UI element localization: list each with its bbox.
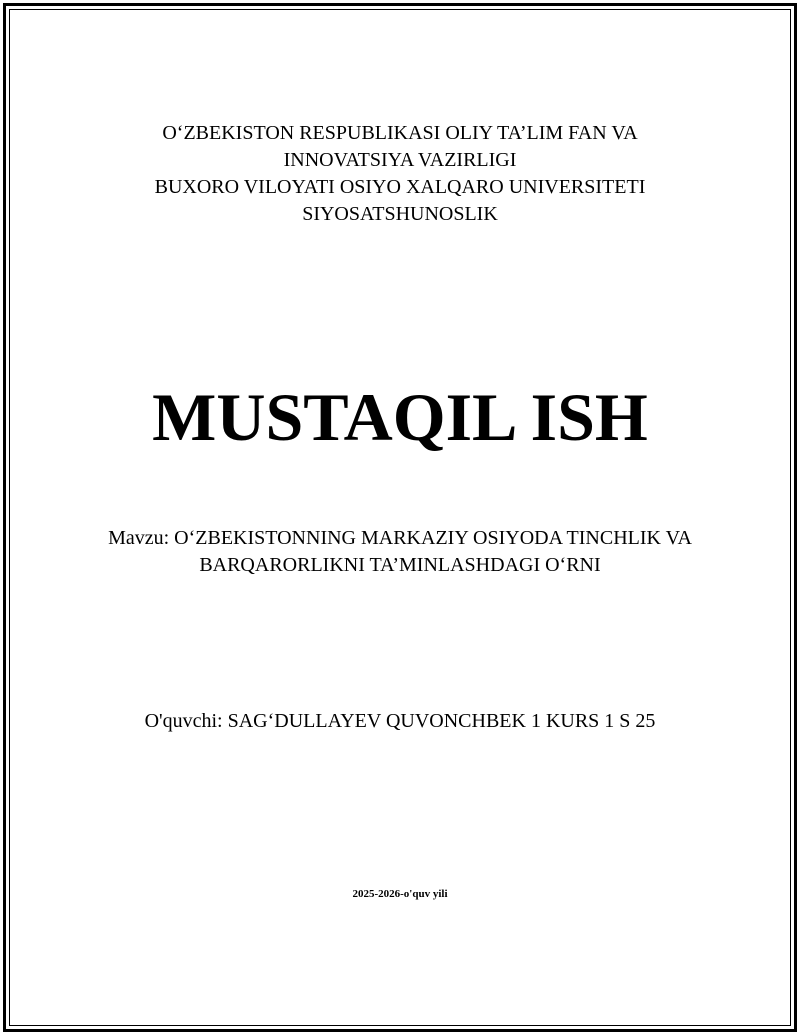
document-title: MUSTAQIL ISH (152, 379, 648, 455)
ministry-line-2: INNOVATSIYA VAZIRLIGI (283, 149, 517, 171)
academic-year: 2025-2026-o'quv yili (352, 888, 448, 900)
ministry-line-1: O‘ZBEKISTON RESPUBLIKASI OLIY TA’LIM FAN VA (162, 122, 638, 144)
institution-header (0, 120, 800, 228)
topic-line-2: BARQARORLIKNI TA’MINLASHDAGI O‘RNI (199, 554, 601, 576)
university-name: BUXORO VILOYATI OSIYO XALQARO UNIVERSITETI (154, 176, 646, 198)
topic-line-1: Mavzu: O‘ZBEKISTONNING MARKAZIY OSIYODA TINCHLIK VA (108, 527, 692, 549)
student-info: O'quvchi: SAG‘DULLAYEV QUVONCHBEK 1 KURS 1 S 25 (144, 710, 656, 732)
topic-block (0, 525, 800, 579)
department-name: SIYOSATSHUNOSLIK (302, 203, 498, 225)
